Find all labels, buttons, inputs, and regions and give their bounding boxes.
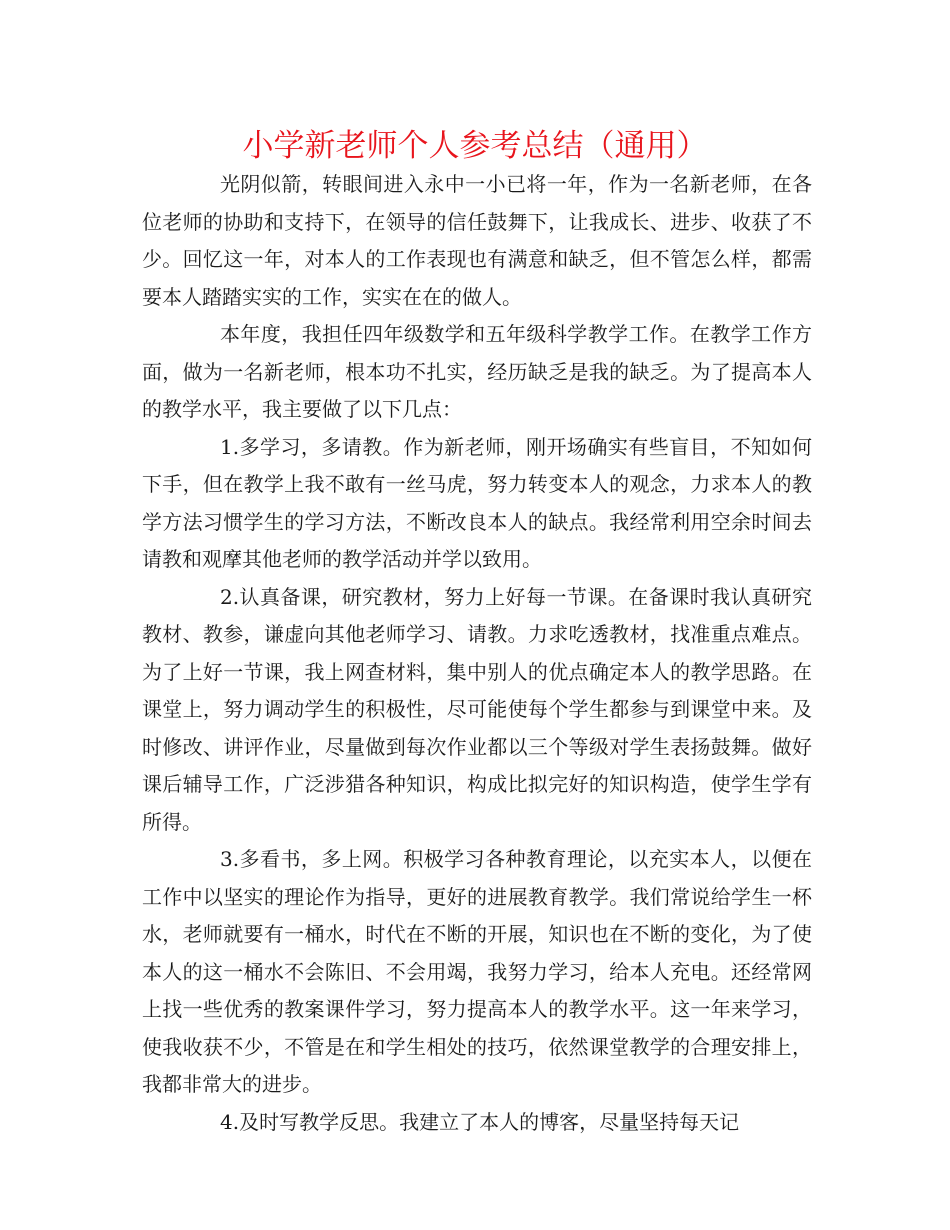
paragraph-point-3: 3.多看书，多上网。积极学习各种教育理论，以充实本人，以便在工作中以坚实的理论作为指导，更好的进展教育教学。我们常说给学生一杯水，老师就要有一桶水，时代在不断的开展，知识也在不断的变化，为了使本人的这一桶水不会陈旧、不会用竭，我努力学习，给本人充电。还经常网上找一些优秀的教案课件学习，努力提高本人的教学水平。这一年来学习，使我收获不少，不管是在和学生相处的技巧，依然课堂教学的合理安排上，我都非常大的进步。 [142, 847, 812, 1096]
document-title: 小学新老师个人参考总结（通用） [242, 128, 708, 164]
paragraph-intro: 光阴似箭，转眼间进入永中一小已将一年，作为一名新老师，在各位老师的协助和支持下，在领导的信任鼓舞下，让我成长、进步、收获了不少。回忆这一年，对本人的工作表现也有满意和缺乏，但不管怎么样，都需要本人踏踏实实的工作，实实在在的做人。 [142, 172, 812, 309]
document-body [142, 166, 812, 1141]
paragraph-point-2: 2.认真备课，研究教材，努力上好每一节课。在备课时我认真研究教材、教参，谦虚向其他老师学习、请教。力求吃透教材，找准重点难点。为了上好一节课，我上网查材料，集中别人的优点确定本人的教学思路。在课堂上，努力调动学生的积极性，尽可能使每个学生都参与到课堂中来。及时修改、讲评作业，尽量做到每次作业都以三个等级对学生表扬鼓舞。做好课后辅导工作，广泛涉猎各种知识，构成比拟完好的知识构造，使学生学有所得。 [142, 584, 812, 834]
paragraph-point-4: 4.及时写教学反思。我建立了本人的博客，尽量坚持每天记 [220, 1109, 740, 1134]
paragraph-point-1: 1.多学习，多请教。作为新老师，刚开场确实有些盲目，不知如何下手，但在教学上我不敢有一丝马虎，努力转变本人的观念，力求本人的教学方法习惯学生的学习方法，不断改良本人的缺点。我经常利用空余时间去请教和观摩其他老师的教学活动并学以致用。 [142, 434, 812, 571]
paragraph-overview: 本年度，我担任四年级数学和五年级科学教学工作。在教学工作方面，做为一名新老师，根本功不扎实，经历缺乏是我的缺乏。为了提高本人的教学水平，我主要做了以下几点： [142, 322, 812, 421]
